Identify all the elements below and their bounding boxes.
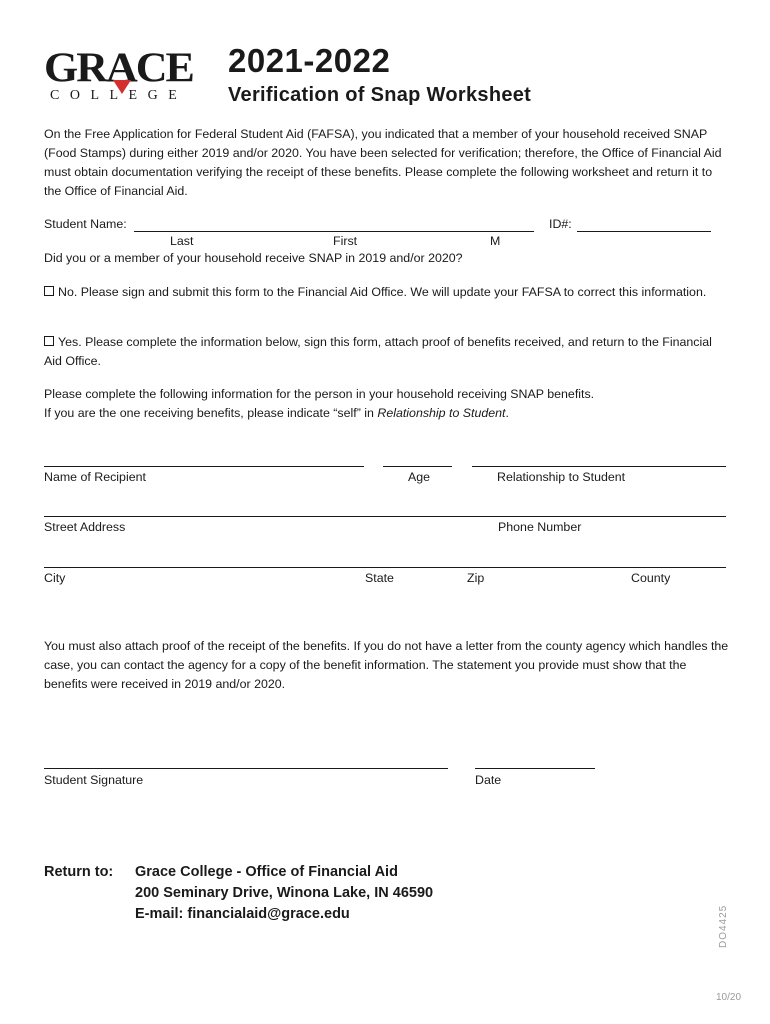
- student-signature-field[interactable]: [44, 768, 448, 769]
- state-label: State: [365, 571, 394, 585]
- recipient-name-label: Name of Recipient: [44, 470, 146, 484]
- student-name-label: Student Name:: [44, 217, 127, 231]
- relationship-label: Relationship to Student: [497, 470, 626, 484]
- instructions-line2-end: .: [505, 406, 509, 420]
- zip-label: Zip: [467, 571, 485, 585]
- option-no-text: No. Please sign and submit this form to the Financial Aid Office. We will update your FAFSA to correct this information.: [58, 285, 707, 299]
- city-label: City: [44, 571, 66, 585]
- intro-paragraph: On the Free Application for Federal Student Aid (FAFSA), you indicated that a member of your household received SNAP (Food Stamps) during either 2019 and/or 2020. You have been selected for verification; therefore, the Office of Financial Aid must obtain documentation verifying the receipt of these benefits. Please complete the following worksheet and return it to the Office of Financial Aid.: [44, 127, 722, 198]
- instructions-relationship-em: Relationship to Student: [377, 406, 506, 420]
- checkbox-yes[interactable]: [44, 336, 54, 346]
- return-street: 200 Seminary Drive, Winona Lake, IN 46590: [135, 885, 434, 901]
- id-field[interactable]: [577, 231, 711, 232]
- relationship-field[interactable]: [472, 466, 726, 467]
- first-name-caption: First: [333, 234, 358, 248]
- city-state-zip-county-field[interactable]: [44, 567, 726, 568]
- return-to-label: Return to:: [44, 864, 114, 880]
- return-email: E-mail: financialaid@grace.edu: [135, 906, 350, 922]
- option-yes-text: Yes. Please complete the information below, sign this form, attach proof of benefits received, and return to the Financial Aid Office.: [44, 335, 712, 368]
- return-address-block: [135, 862, 433, 925]
- document-number: DO4425: [718, 904, 729, 948]
- revision-date: 10/20: [716, 992, 742, 1003]
- street-phone-field[interactable]: [44, 516, 726, 517]
- logo-subtitle: COLLEGE: [50, 88, 188, 103]
- age-field[interactable]: [383, 466, 452, 467]
- student-name-field[interactable]: [134, 231, 534, 232]
- snap-question: Did you or a member of your household receive SNAP in 2019 and/or 2020?: [44, 251, 463, 265]
- proof-paragraph: You must also attach proof of the receipt of the benefits. If you do not have a letter from the county agency which handles the case, you can contact the agency for a copy of the benefit information. The statement you provide must show that the benefits were received in 2019 and/or 2020.: [44, 639, 729, 691]
- instructions-line2: [44, 404, 729, 423]
- form-title: Verification of Snap Worksheet: [228, 84, 532, 106]
- middle-initial-caption: M: [490, 234, 501, 248]
- street-address-label: Street Address: [44, 520, 126, 534]
- instructions-line1: Please complete the following information for the person in your household receiving SNAP benefits.: [44, 387, 595, 401]
- checkbox-no[interactable]: [44, 286, 54, 296]
- instructions-line2-text: If you are the one receiving benefits, please indicate “self” in: [44, 406, 378, 420]
- form-year: 2021-2022: [228, 42, 391, 79]
- county-label: County: [631, 571, 671, 585]
- instructions: [44, 385, 729, 423]
- option-no: [44, 283, 729, 302]
- logo-wordmark: GRACE: [44, 44, 193, 91]
- last-name-caption: Last: [170, 234, 194, 248]
- date-field[interactable]: [475, 768, 595, 769]
- age-label: Age: [408, 470, 431, 484]
- option-yes: [44, 333, 729, 371]
- recipient-name-field[interactable]: [44, 466, 364, 467]
- student-signature-label: Student Signature: [44, 773, 144, 787]
- phone-number-label: Phone Number: [498, 520, 582, 534]
- id-label: ID#:: [549, 217, 572, 231]
- date-label: Date: [475, 773, 502, 787]
- return-office: Grace College - Office of Financial Aid: [135, 864, 398, 880]
